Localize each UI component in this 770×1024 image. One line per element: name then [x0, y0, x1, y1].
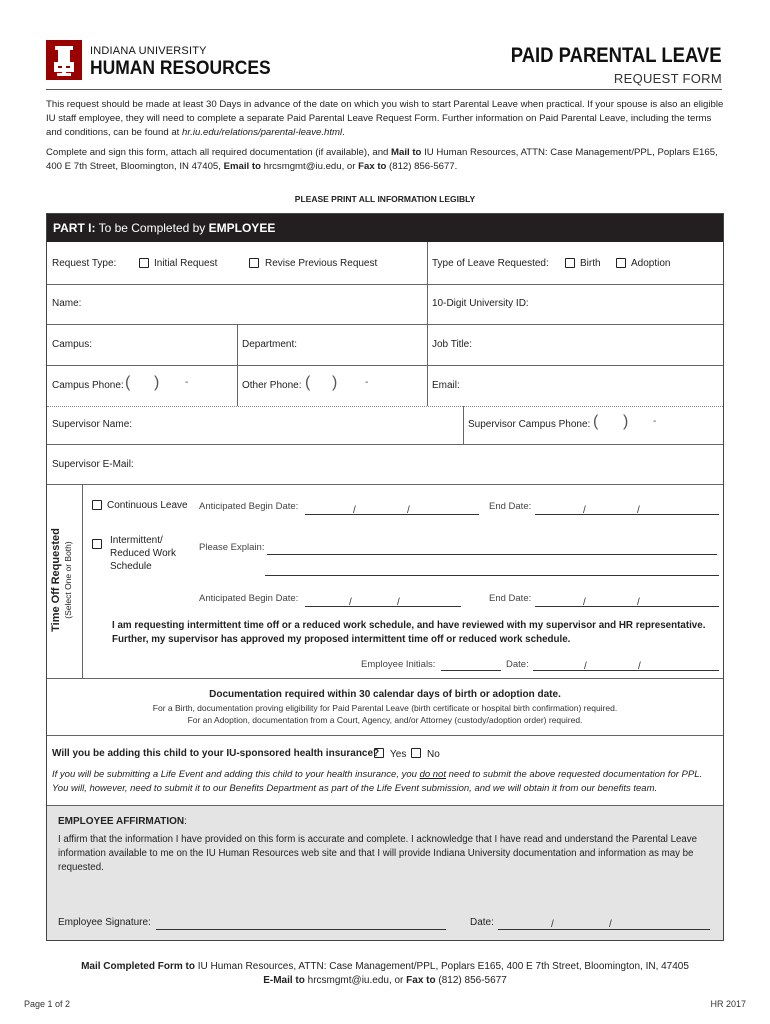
adoption-label: Adoption — [631, 258, 671, 269]
intermittent-begin-date-label: Anticipated Begin Date: — [199, 593, 299, 604]
date-slash: / — [407, 505, 410, 516]
revise-request-label: Revise Previous Request — [265, 258, 378, 269]
divider — [47, 444, 723, 445]
continuous-begin-date-field[interactable] — [305, 514, 479, 515]
signature-date-field[interactable] — [498, 929, 710, 930]
birth-checkbox[interactable] — [565, 258, 575, 268]
trident-icon — [46, 40, 82, 80]
time-off-vertical-text: Time Off Requested (Select One or Both) — [50, 528, 73, 632]
email-field[interactable]: Email: — [432, 380, 460, 391]
date-slash: / — [638, 661, 641, 672]
submission-instructions: Complete and sign this form, attach all required documentation (if available), and Mail to IU Human Resources, ATTN: Case Management/PPL, Poplars E165, 400 E 7th Street, Bloomington, IN 47405, Email to hrcsmgmt@iu.edu, or Fax to (812) 856-5677. — [46, 147, 718, 172]
other-phone-field[interactable]: Other Phone: — [242, 380, 302, 391]
insurance-note-2: You will, however, need to submit it to our Benefits Department as part of the Life Event submission, and we will obtain it from our benefits team. — [52, 783, 658, 794]
page-number: Page 1 of 2 — [24, 999, 71, 1009]
name-field[interactable]: Name: — [52, 298, 82, 309]
supervisor-email-field[interactable]: Supervisor E-Mail: — [52, 459, 134, 470]
employee-initials-field[interactable] — [441, 670, 501, 671]
continuous-end-date-field[interactable] — [535, 514, 719, 515]
divider — [427, 284, 428, 324]
date-slash: / — [609, 919, 612, 930]
supervisor-phone-field[interactable]: Supervisor Campus Phone: — [468, 419, 591, 430]
phone-dash: - — [365, 377, 369, 388]
continuous-leave-label: Continuous Leave — [107, 500, 188, 511]
form-part-1 — [46, 213, 724, 941]
form-title: PAID PARENTAL LEAVE — [511, 44, 722, 67]
print-legibly-note: PLEASE PRINT ALL INFORMATION LEGIBLY — [294, 194, 476, 204]
leave-type-label: Type of Leave Requested: — [432, 258, 549, 269]
phone-dash: - — [653, 416, 657, 427]
divider — [47, 284, 723, 285]
insurance-no-checkbox[interactable] — [411, 748, 421, 758]
org-name-big: HUMAN RESOURCES — [90, 58, 271, 79]
adoption-checkbox[interactable] — [616, 258, 626, 268]
divider — [427, 242, 428, 284]
divider — [47, 324, 723, 325]
paren-close: ) — [332, 374, 338, 391]
employee-signature-field[interactable] — [156, 929, 446, 930]
affirmation-section — [47, 805, 723, 940]
supervisor-name-field[interactable]: Supervisor Name: — [52, 419, 133, 430]
please-explain-label: Please Explain: — [199, 542, 265, 553]
phone-dash: - — [185, 377, 189, 388]
continuous-begin-date-label: Anticipated Begin Date: — [199, 501, 299, 512]
documentation-title: Documentation required within 30 calendar days of birth or adoption date. — [209, 689, 561, 700]
insurance-yes-checkbox[interactable] — [374, 748, 384, 758]
request-type-label: Request Type: — [52, 258, 117, 269]
initial-request-checkbox[interactable] — [139, 258, 149, 268]
iu-logo — [46, 40, 82, 80]
paren-open: ( — [593, 413, 599, 430]
adoption-documentation-note: For an Adoption, documentation from a Court, Agency, and/or Attorney (custody/adoption order) required. — [187, 715, 583, 725]
campus-phone-field[interactable]: Campus Phone: — [52, 380, 124, 391]
intermittent-label: Intermittent/ Reduced Work Schedule — [110, 535, 176, 572]
insurance-note-1: If you will be submitting a Life Event and adding this child to your health insurance, you do not need to submit the above requested documentation for PPL. — [52, 769, 703, 780]
paren-open: ( — [125, 374, 131, 391]
revise-request-checkbox[interactable] — [249, 258, 259, 268]
footer-mail-instructions: Mail Completed Form to IU Human Resources, ATTN: Case Management/PPL, Poplars E165, 400 E 7th Street, Bloomington, IN, 47405 E-Mail to hrcsmgmt@iu.edu, or Fax to (812) 856-5677 — [81, 961, 689, 986]
intermittent-statement-1: I am requesting intermittent time off or a reduced work schedule, and have reviewed with my supervisor and HR representative. — [112, 620, 706, 631]
university-id-field[interactable]: 10-Digit University ID: — [432, 298, 529, 309]
date-slash: / — [637, 597, 640, 608]
employee-initials-label: Employee Initials: — [361, 659, 436, 670]
divider — [47, 484, 723, 485]
department-field[interactable]: Department: — [242, 339, 298, 350]
divider — [463, 406, 464, 444]
explain-field-line-2[interactable] — [265, 575, 719, 576]
intermittent-checkbox[interactable] — [92, 539, 102, 549]
initials-date-field[interactable] — [533, 670, 719, 671]
date-slash: / — [637, 505, 640, 516]
date-slash: / — [583, 505, 586, 516]
intermittent-statement-2: Further, my supervisor has approved my proposed intermittent time off or reduced work schedule. — [112, 634, 571, 645]
birth-documentation-note: For a Birth, documentation proving eligibility for Paid Parental Leave (birth certificate or hospital birth confirmation) required. — [152, 703, 618, 713]
divider — [47, 735, 723, 736]
intermittent-end-date-label: End Date: — [489, 593, 532, 604]
date-slash: / — [551, 919, 554, 930]
affirmation-title: EMPLOYEE AFFIRMATION: — [58, 816, 187, 827]
paren-close: ) — [154, 374, 160, 391]
header-divider — [46, 89, 722, 90]
continuous-leave-checkbox[interactable] — [92, 500, 102, 510]
policy-link[interactable]: hr.iu.edu/relations/parental-leave.html — [182, 127, 343, 138]
date-slash: / — [584, 661, 587, 672]
affirmation-text: I affirm that the information I have provided on this form is accurate and complete. I acknowledge that I have read and understand the Parental Leave information available to me on the IU Human Resources web site and that I will provide Indiana University documentation and information as may be requested. — [58, 834, 698, 873]
campus-field[interactable]: Campus: — [52, 339, 93, 350]
form-subtitle: REQUEST FORM — [613, 71, 722, 86]
divider — [47, 406, 723, 407]
paren-open: ( — [305, 374, 311, 391]
divider — [47, 365, 723, 366]
divider — [47, 678, 723, 679]
org-name-small: INDIANA UNIVERSITY — [90, 45, 207, 57]
date-slash: / — [349, 597, 352, 608]
initials-date-label: Date: — [506, 659, 529, 670]
intermittent-end-date-field[interactable] — [535, 606, 719, 607]
insurance-question: Will you be adding this child to your IU-sponsored health insurance? — [52, 748, 380, 759]
part-1-heading: PART I: To be Completed by EMPLOYEE — [47, 214, 723, 242]
initial-request-label: Initial Request — [154, 258, 218, 269]
continuous-end-date-label: End Date: — [489, 501, 532, 512]
date-slash: / — [353, 505, 356, 516]
explain-field-line-1[interactable] — [267, 554, 717, 555]
intermittent-begin-date-field[interactable] — [305, 606, 461, 607]
insurance-no-label: No — [427, 749, 440, 760]
insurance-yes-label: Yes — [390, 749, 407, 760]
date-slash: / — [397, 597, 400, 608]
birth-label: Birth — [580, 258, 601, 269]
employee-signature-label: Employee Signature: — [58, 917, 151, 928]
intro-paragraph: This request should be made at least 30 Days in advance of the date on which you wish to start Parental Leave when practical. If your spouse is also an eligible IU staff employee, they will need to complete a separate Paid Parental Leave Request Form. Further information on Paid Parental Leave, including the terms and conditions, can be found at hr.iu.edu/relations/parental-leave.html. — [46, 99, 724, 138]
date-slash: / — [583, 597, 586, 608]
paren-close: ) — [623, 413, 629, 430]
form-revision: HR 2017 — [710, 999, 746, 1009]
signature-date-label: Date: — [470, 917, 494, 928]
job-title-field[interactable]: Job Title: — [432, 339, 473, 350]
